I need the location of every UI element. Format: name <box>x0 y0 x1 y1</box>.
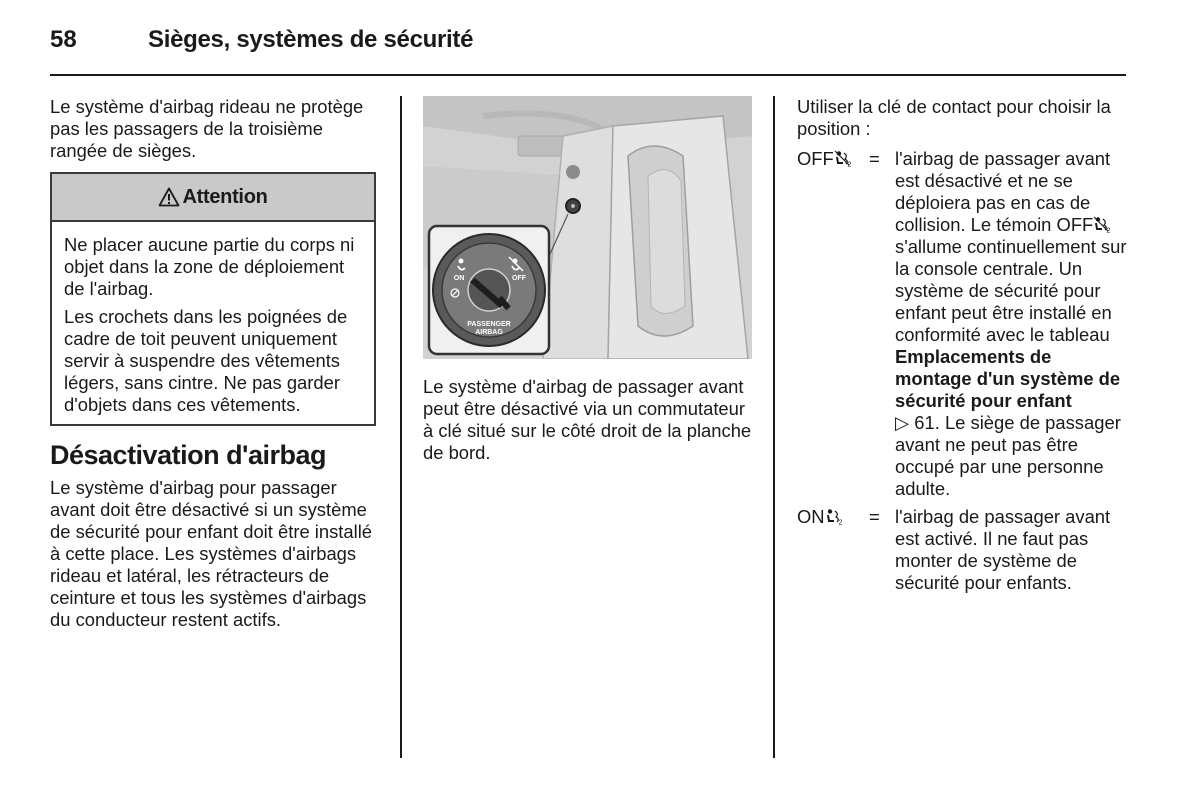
section-title: Sièges, systèmes de sécurité <box>148 26 474 53</box>
svg-text:2: 2 <box>847 161 852 167</box>
passenger-airbag-on-icon <box>825 508 843 525</box>
intro-paragraph: Le système d'airbag rideau ne protège pas les passagers de la troisième rangée de sièges. <box>50 96 364 161</box>
passenger-airbag-off-icon <box>1093 216 1111 233</box>
instruction-paragraph: Utiliser la clé de contact pour choisir la position : <box>797 96 1111 139</box>
table-reference[interactable]: Emplacements de montage d'un système de sécurité pour enfant <box>895 346 1121 411</box>
warning-box <box>50 172 376 426</box>
on-description: l'airbag de passager avant est activé. Il ne faut pas monter de système de sécurité pour enfants. <box>895 506 1111 593</box>
off-description: l'airbag de passager avant est désactivé et ne se déploiera pas en cas de collision. Le témoin OFF 2 s'allume continuellement sur la console centrale. Un système de sécurité pour enfant peut être installé en conformité avec le tableau Emplacements de montage d'un système de sécurité pour enfant ▷ 61. Le siège de passager avant ne peut pas être occupé par une personne adulte. <box>895 148 1127 499</box>
on-equals: = <box>869 506 880 527</box>
page-reference-arrow-icon: ▷ <box>895 412 915 433</box>
switch-label-off: OFF <box>512 275 526 282</box>
page-number: 58 <box>50 26 77 53</box>
switch-label-passenger: PASSENGER <box>467 321 511 328</box>
off-equals: = <box>869 148 880 169</box>
svg-text:2: 2 <box>838 519 842 525</box>
airbag-switch-illustration <box>423 96 752 359</box>
svg-text:2: 2 <box>1106 227 1111 233</box>
warning-body <box>52 222 374 416</box>
column-divider-2 <box>773 96 775 758</box>
warning-title: Attention <box>182 185 268 208</box>
page-reference[interactable]: 61 <box>914 412 935 433</box>
warning-paragraph-1: Ne placer aucune partie du corps ni objet dans la zone de déploiement de l'airbag. <box>64 234 355 299</box>
passenger-airbag-off-icon <box>834 150 852 167</box>
figure-caption: Le système d'airbag de passager avant peut être désactivé via un commutateur à clé situé sur le côté droit de la planche de bord. <box>423 376 752 463</box>
switch-label-on: ON <box>453 275 465 282</box>
column-divider-1 <box>400 96 402 758</box>
switch-label-airbag: AIRBAG <box>475 329 503 336</box>
on-label: ON <box>797 506 825 527</box>
heading-airbag-deactivation: Désactivation d'airbag <box>50 440 327 470</box>
body-paragraph: Le système d'airbag pour passager avant doit être désactivé si un système de sécurité pour enfant doit être installé à cette place. Les systèmes d'airbags rideau et latéral, les rétracteurs de ceinture et tous les systèmes d'airbags du conducteur restent actifs. <box>50 477 373 630</box>
warning-triangle-icon <box>158 187 180 207</box>
off-term <box>797 148 852 170</box>
warning-header <box>52 174 374 222</box>
on-term <box>797 506 843 528</box>
header-rule <box>50 74 1126 76</box>
warning-paragraph-2: Les crochets dans les poignées de cadre de toit peuvent uniquement servir à suspendre des vêtements légers, sans cintre. Ne pas garder d'objets dans ces vêtements. <box>64 306 348 415</box>
off-label: OFF <box>797 148 834 169</box>
